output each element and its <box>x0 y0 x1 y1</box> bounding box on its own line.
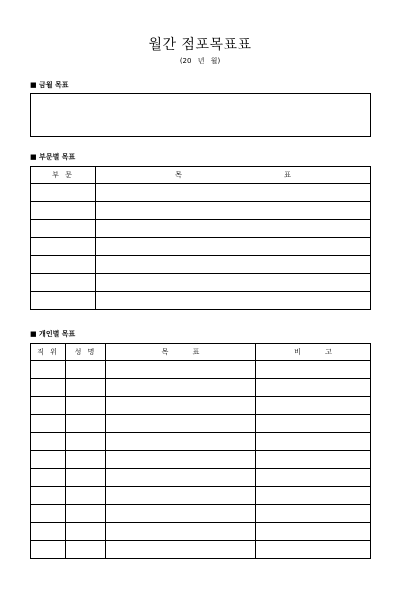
table-cell[interactable] <box>106 523 256 541</box>
table-cell[interactable] <box>96 202 371 220</box>
table-cell[interactable] <box>31 220 96 238</box>
table-row <box>31 487 371 505</box>
table-cell[interactable] <box>96 184 371 202</box>
table-cell[interactable] <box>256 451 371 469</box>
form-title: 월간 점포목표표 <box>148 37 252 53</box>
table-cell[interactable] <box>66 487 106 505</box>
dept-table-body <box>31 184 371 310</box>
table-cell[interactable] <box>66 523 106 541</box>
table-cell[interactable] <box>31 505 66 523</box>
table-cell[interactable] <box>66 397 106 415</box>
table-row <box>31 541 371 559</box>
personal-section-label: ■ 개인별 목표 <box>30 330 76 338</box>
table-row <box>31 202 371 220</box>
dept-header-target-text: 목 표 <box>175 171 291 179</box>
table-cell[interactable] <box>256 433 371 451</box>
table-cell[interactable] <box>31 397 66 415</box>
table-row <box>31 505 371 523</box>
table-cell[interactable] <box>31 433 66 451</box>
table-cell[interactable] <box>106 415 256 433</box>
table-row <box>31 292 371 310</box>
table-cell[interactable] <box>31 292 96 310</box>
table-cell[interactable] <box>106 397 256 415</box>
table-cell[interactable] <box>31 202 96 220</box>
table-row <box>31 451 371 469</box>
table-cell[interactable] <box>66 361 106 379</box>
table-cell[interactable] <box>31 274 96 292</box>
table-cell[interactable] <box>106 487 256 505</box>
amount-target-box[interactable] <box>30 93 371 137</box>
table-row <box>31 361 371 379</box>
table-cell[interactable] <box>66 541 106 559</box>
table-cell[interactable] <box>106 505 256 523</box>
table-cell[interactable] <box>66 433 106 451</box>
table-cell[interactable] <box>256 415 371 433</box>
table-cell[interactable] <box>106 361 256 379</box>
table-cell[interactable] <box>96 256 371 274</box>
table-cell[interactable] <box>31 451 66 469</box>
table-row <box>31 397 371 415</box>
table-cell[interactable] <box>106 451 256 469</box>
table-cell[interactable] <box>66 379 106 397</box>
personal-table-body <box>31 361 371 559</box>
table-cell[interactable] <box>66 415 106 433</box>
table-cell[interactable] <box>106 541 256 559</box>
table-cell[interactable] <box>31 469 66 487</box>
table-cell[interactable] <box>66 451 106 469</box>
table-cell[interactable] <box>31 541 66 559</box>
dept-target-table <box>30 166 371 310</box>
table-cell[interactable] <box>66 469 106 487</box>
personal-target-table <box>30 343 371 559</box>
table-cell[interactable] <box>256 379 371 397</box>
table-cell[interactable] <box>31 361 66 379</box>
table-row <box>31 523 371 541</box>
table-row <box>31 184 371 202</box>
table-cell[interactable] <box>31 487 66 505</box>
personal-header-target-text: 목 표 <box>161 348 200 356</box>
table-cell[interactable] <box>96 274 371 292</box>
dept-header-target <box>96 167 371 184</box>
table-cell[interactable] <box>106 469 256 487</box>
table-row <box>31 220 371 238</box>
table-cell[interactable] <box>31 415 66 433</box>
personal-header-position: 직 위 <box>31 344 66 361</box>
table-cell[interactable] <box>256 397 371 415</box>
table-cell[interactable] <box>31 256 96 274</box>
table-cell[interactable] <box>256 469 371 487</box>
table-cell[interactable] <box>106 433 256 451</box>
personal-header-name: 성 명 <box>66 344 106 361</box>
dept-header-division: 부 문 <box>31 167 96 184</box>
table-row <box>31 256 371 274</box>
personal-header-remarks-text: 비 고 <box>294 348 332 356</box>
table-row <box>31 379 371 397</box>
table-cell[interactable] <box>31 238 96 256</box>
table-cell[interactable] <box>96 292 371 310</box>
personal-header-target <box>106 344 256 361</box>
table-cell[interactable] <box>256 523 371 541</box>
table-row <box>31 274 371 292</box>
table-cell[interactable] <box>31 379 66 397</box>
table-cell[interactable] <box>31 184 96 202</box>
table-cell[interactable] <box>256 361 371 379</box>
table-cell[interactable] <box>256 505 371 523</box>
table-row <box>31 433 371 451</box>
table-cell[interactable] <box>96 238 371 256</box>
form-subtitle: (20 년 월) <box>179 57 221 65</box>
table-row <box>31 238 371 256</box>
table-cell[interactable] <box>256 541 371 559</box>
table-cell[interactable] <box>256 487 371 505</box>
table-cell[interactable] <box>106 379 256 397</box>
table-cell[interactable] <box>66 505 106 523</box>
personal-header-remarks <box>256 344 371 361</box>
table-row <box>31 415 371 433</box>
dept-section-label: ■ 부문별 목표 <box>30 153 76 161</box>
amount-section-label: ■ 금월 목표 <box>30 81 69 89</box>
table-cell[interactable] <box>31 523 66 541</box>
table-cell[interactable] <box>96 220 371 238</box>
table-row <box>31 469 371 487</box>
